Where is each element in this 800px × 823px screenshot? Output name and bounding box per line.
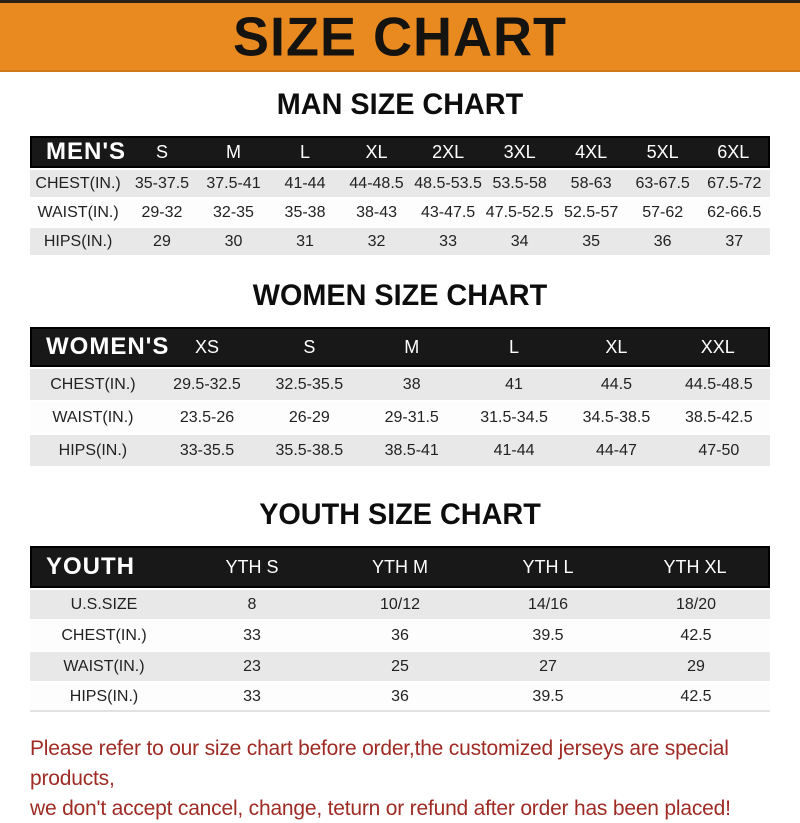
size-cell: 47-50: [668, 435, 770, 466]
size-column-header: 6XL: [698, 136, 770, 168]
size-chart-sections: [0, 88, 800, 714]
size-cell: 36: [326, 683, 474, 712]
table-row: [30, 170, 770, 197]
row-label: CHEST(IN.): [30, 170, 126, 197]
size-cell: 23.5-26: [156, 402, 258, 433]
size-cell: 38-43: [341, 199, 413, 226]
size-cell: 58-63: [555, 170, 627, 197]
size-cell: 38.5-41: [361, 435, 463, 466]
size-cell: 42.5: [622, 683, 770, 712]
size-chart-banner: [0, 0, 800, 72]
man-size-table: [30, 134, 770, 257]
size-cell: 32-35: [198, 199, 270, 226]
table-row: [30, 435, 770, 466]
size-cell: 44-47: [565, 435, 667, 466]
size-cell: 41: [463, 369, 565, 400]
size-cell: 57-62: [627, 199, 699, 226]
size-cell: 29: [126, 228, 198, 255]
size-cell: 62-66.5: [698, 199, 770, 226]
size-cell: 32: [341, 228, 413, 255]
size-column-header: YTH M: [326, 546, 474, 588]
table-row: [30, 683, 770, 712]
table-row: [30, 652, 770, 681]
row-label: WAIST(IN.): [30, 652, 178, 681]
size-cell: 30: [198, 228, 270, 255]
footer-note-line-1: Please refer to our size chart before order,the customized jerseys are special products,: [30, 737, 729, 790]
size-column-header: XS: [156, 327, 258, 367]
size-cell: 44-48.5: [341, 170, 413, 197]
man-group-label: MEN'S: [30, 136, 126, 168]
size-column-header: L: [269, 136, 341, 168]
size-column-header: L: [463, 327, 565, 367]
footer-note: [0, 734, 800, 823]
women-header-row: [30, 327, 770, 367]
size-cell: 36: [326, 621, 474, 650]
women-size-chart-section: [0, 279, 800, 468]
size-cell: 35: [555, 228, 627, 255]
size-cell: 32.5-35.5: [258, 369, 360, 400]
table-row: [30, 590, 770, 619]
size-cell: 18/20: [622, 590, 770, 619]
size-cell: 33-35.5: [156, 435, 258, 466]
size-column-header: XL: [341, 136, 413, 168]
size-cell: 48.5-53.5: [412, 170, 484, 197]
size-cell: 52.5-57: [555, 199, 627, 226]
size-cell: 10/12: [326, 590, 474, 619]
man-size-chart-section: [0, 88, 800, 257]
row-label: WAIST(IN.): [30, 402, 156, 433]
size-cell: 35-37.5: [126, 170, 198, 197]
row-label: CHEST(IN.): [30, 621, 178, 650]
size-cell: 33: [412, 228, 484, 255]
size-column-header: YTH S: [178, 546, 326, 588]
size-cell: 67.5-72: [698, 170, 770, 197]
table-row: [30, 621, 770, 650]
size-column-header: M: [198, 136, 270, 168]
size-cell: 63-67.5: [627, 170, 699, 197]
youth-header-row: [30, 546, 770, 588]
size-cell: 37: [698, 228, 770, 255]
women-section-heading: WOMEN SIZE CHART: [252, 279, 548, 312]
size-cell: 33: [178, 621, 326, 650]
size-cell: 8: [178, 590, 326, 619]
row-label: HIPS(IN.): [30, 435, 156, 466]
row-label: CHEST(IN.): [30, 369, 156, 400]
size-cell: 37.5-41: [198, 170, 270, 197]
youth-size-table: [30, 544, 770, 714]
youth-section-heading: YOUTH SIZE CHART: [259, 498, 541, 531]
size-cell: 25: [326, 652, 474, 681]
size-cell: 35.5-38.5: [258, 435, 360, 466]
row-label: HIPS(IN.): [30, 683, 178, 712]
size-cell: 29: [622, 652, 770, 681]
size-cell: 23: [178, 652, 326, 681]
size-cell: 35-38: [269, 199, 341, 226]
size-cell: 34: [484, 228, 556, 255]
size-column-header: 5XL: [627, 136, 699, 168]
size-cell: 33: [178, 683, 326, 712]
man-section-heading: MAN SIZE CHART: [276, 88, 524, 121]
size-cell: 34.5-38.5: [565, 402, 667, 433]
size-column-header: YTH L: [474, 546, 622, 588]
size-column-header: XXL: [668, 327, 770, 367]
table-row: [30, 199, 770, 226]
size-cell: 14/16: [474, 590, 622, 619]
table-row: [30, 228, 770, 255]
size-column-header: S: [258, 327, 360, 367]
youth-group-label: YOUTH: [30, 546, 178, 588]
size-cell: 38: [361, 369, 463, 400]
size-column-header: 4XL: [555, 136, 627, 168]
row-label: WAIST(IN.): [30, 199, 126, 226]
footer-note-line-2: we don't accept cancel, change, teturn or refund after order has been placed!: [30, 796, 731, 820]
size-cell: 26-29: [258, 402, 360, 433]
size-cell: 41-44: [463, 435, 565, 466]
size-cell: 44.5-48.5: [668, 369, 770, 400]
size-column-header: YTH XL: [622, 546, 770, 588]
size-column-header: XL: [565, 327, 667, 367]
table-row: [30, 402, 770, 433]
row-label: HIPS(IN.): [30, 228, 126, 255]
size-chart-title: SIZE CHART: [233, 5, 567, 68]
size-cell: 31: [269, 228, 341, 255]
size-cell: 29.5-32.5: [156, 369, 258, 400]
size-cell: 29-31.5: [361, 402, 463, 433]
size-cell: 39.5: [474, 621, 622, 650]
size-cell: 39.5: [474, 683, 622, 712]
size-column-header: M: [361, 327, 463, 367]
size-cell: 27: [474, 652, 622, 681]
size-cell: 36: [627, 228, 699, 255]
women-size-table: [30, 325, 770, 468]
table-row: [30, 369, 770, 400]
man-header-row: [30, 136, 770, 168]
size-column-header: 2XL: [412, 136, 484, 168]
size-cell: 29-32: [126, 199, 198, 226]
size-column-header: 3XL: [484, 136, 556, 168]
size-cell: 47.5-52.5: [484, 199, 556, 226]
size-cell: 38.5-42.5: [668, 402, 770, 433]
size-cell: 42.5: [622, 621, 770, 650]
women-group-label: WOMEN'S: [30, 327, 156, 367]
size-column-header: S: [126, 136, 198, 168]
size-cell: 41-44: [269, 170, 341, 197]
youth-size-chart-section: [0, 498, 800, 714]
size-cell: 43-47.5: [412, 199, 484, 226]
size-cell: 53.5-58: [484, 170, 556, 197]
row-label: U.S.SIZE: [30, 590, 178, 619]
size-cell: 44.5: [565, 369, 667, 400]
size-cell: 31.5-34.5: [463, 402, 565, 433]
